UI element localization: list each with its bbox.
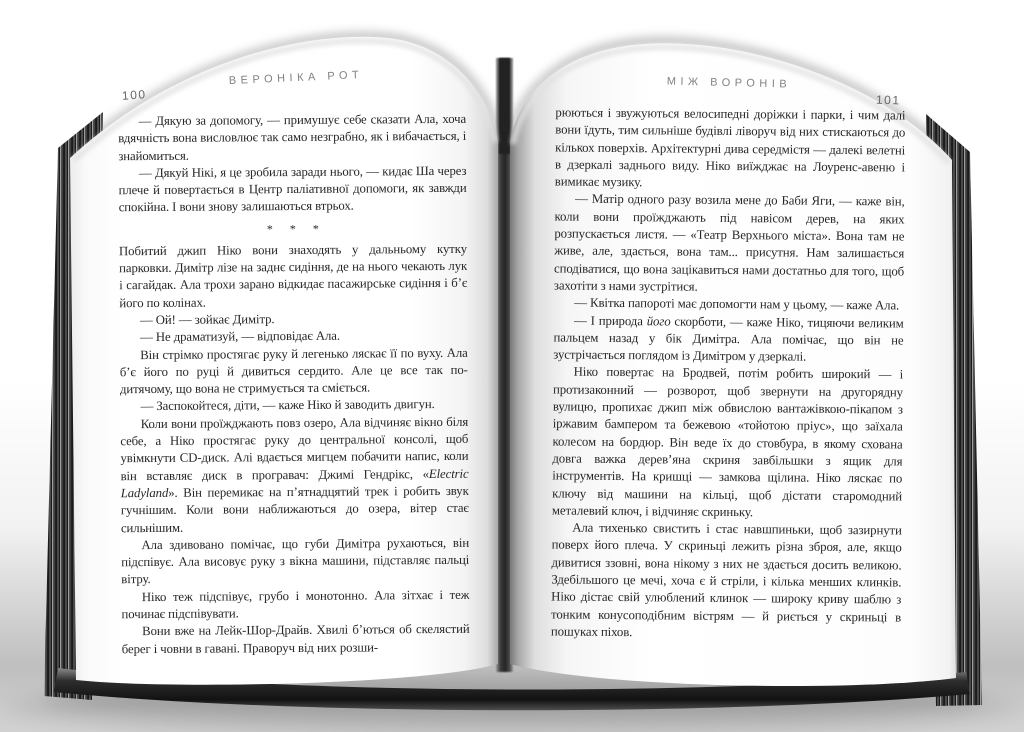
paragraph: — Квітка папороті має допомогти нам у цьому, — каже Ала. xyxy=(574,295,900,313)
left-page xyxy=(120,66,472,678)
paragraph: — І природа його скорботи, — каже Ніко, тицяючи великим пальцем назад у бік Димітра. Ала помічає, що він не зустрічається поглядом із Димітром у дзеркалі. xyxy=(553,313,904,364)
paragraph: — Дякую за допомогу, — примушує себе сказати Ала, хоча вдячність вона висловлює так само незграбно, як і вибачається, і знайомиться. xyxy=(118,111,467,163)
paragraph: Ніко повертає на Бродвей, потім робить широкий — і протизаконний — розворот, щоб звернути на другорядну вулицю, пропихає джип між обвислою вантажівкою-пікапом з іржавим бампером та бежевою «тойотою пріус», що заїхала колесом на бордюр. Він веде їх до стовбура, в якому схована довга важка дерев’яна скриня завбільшки з ящик для інструментів. На кришці — замкова щілина. Ніко ляскає по ключу від машини на кільці, щоб дістати старомодний металевий ключ, і відчиняє скриньку. xyxy=(551,365,904,520)
running-header-author: ВЕРОНІКА РОТ xyxy=(228,68,364,88)
paragraph: Він стрімко простягає руку й легенько ляскає її по вуху. Ала б’є його по руці й дивиться сердито. Але це все так по-дитячому, що вона не стримується та сміється. xyxy=(119,345,468,397)
paragraph: Коли вони проїжджають повз озеро, Ала відчиняє вікно біля себе, а Ніко простягає руку до центральної консолі, щоб увімкнути CD-диск. Алі вдається мигцем побачити напис, коли він вставляє диск в програвач: Джимі Гендрікс, «Electric Ladyland». Він перемикає на п’ятнадцятий трек і робить звук гучнішим. Коли вони наближаються до озера, вітер стає сильнішим. xyxy=(120,414,469,535)
running-header-title: МІЖ ВОРОНІВ xyxy=(666,75,792,91)
scene-break-ornament: * * * xyxy=(266,221,326,236)
paragraph: — Ой! — зойкає Димітр. xyxy=(139,312,275,328)
paragraph: — Дякуй Нікі, я це зробила заради нього, — кидає Ша через плече й повертається в Центр паліативної допомоги, як завжди спокійна. І вони знову залишаються втрьох. xyxy=(118,163,467,215)
paragraph: рюються і звужуються велосипедні доріжки і парки, і чим далі вони їдуть, тим сильніше будівлі ліворуч від них стискаються до кількох поверхів. Архітектурні дива середмістя — далекі велетні в дзеркалі заднього виду. Ніко виїжджає на Лоуренс-авеню і вимикає музику. xyxy=(554,105,906,190)
book-spine-tip xyxy=(499,58,510,154)
paragraph: — Заспокойтеся, діти, — каже Ніко й заводить двигун. xyxy=(140,397,435,414)
paragraph: — Матір одного разу возила мене до Баби Яги, — каже він, коли вони проїжджають під навісом дерев, на яких розпускається листя. — «Театр Верхнього міста». Вона там не живе, але, здається, вона там... присутня. Нам залишається сподіватися, що вона зацікавиться нами достатньо для того, щоб захотіти з нами зустрітися. xyxy=(553,192,905,294)
paragraph: Ніко теж підспівує, грубо і монотонно. Ала зітхає і теж починає підспівувати. xyxy=(121,587,470,622)
page-number-left: 100 xyxy=(121,87,147,103)
right-page xyxy=(550,66,906,680)
paragraph: Ала тихенько свистить і стає навшпиньки, щоб зазирнути поверх його плеча. У скриньці лежить різна зброя, але, якщо дивитися ззовні, вона нікому з них не здається досить великою. Здебільшого це мечі, хоча є й стріли, і кілька менших клинків. Ніко дістає свій улюблений клинок — широку криву шаблю з тонким конусоподібним вістрям — й риється у скриньці в пошуках піхов. xyxy=(550,520,902,640)
paragraph: Ала здивовано помічає, що губи Димітра рухаються, він підспівує. Ала висовує руку з вікна машини, підставляє пальці вітру. xyxy=(121,535,470,587)
paragraph: Побитий джип Ніко вони знаходять у дальньому кутку парковки. Димітр лізе на заднє сидіння, де на нього чекають лук і сагайдак. Ала трохи зарано відкидає пасажирське сидіння і б’є його по колінах. xyxy=(118,241,468,310)
page-number-right: 101 xyxy=(876,92,902,108)
left-page-text xyxy=(118,111,470,679)
paragraph: — Не драматизуй, — відповідає Ала. xyxy=(140,328,340,345)
paragraph: Вони вже на Лейк-Шор-Драйв. Хвилі б’ються об скелястий берег і човни в гавані. Праворуч від них розши- xyxy=(121,622,470,656)
right-page-text xyxy=(551,104,906,681)
